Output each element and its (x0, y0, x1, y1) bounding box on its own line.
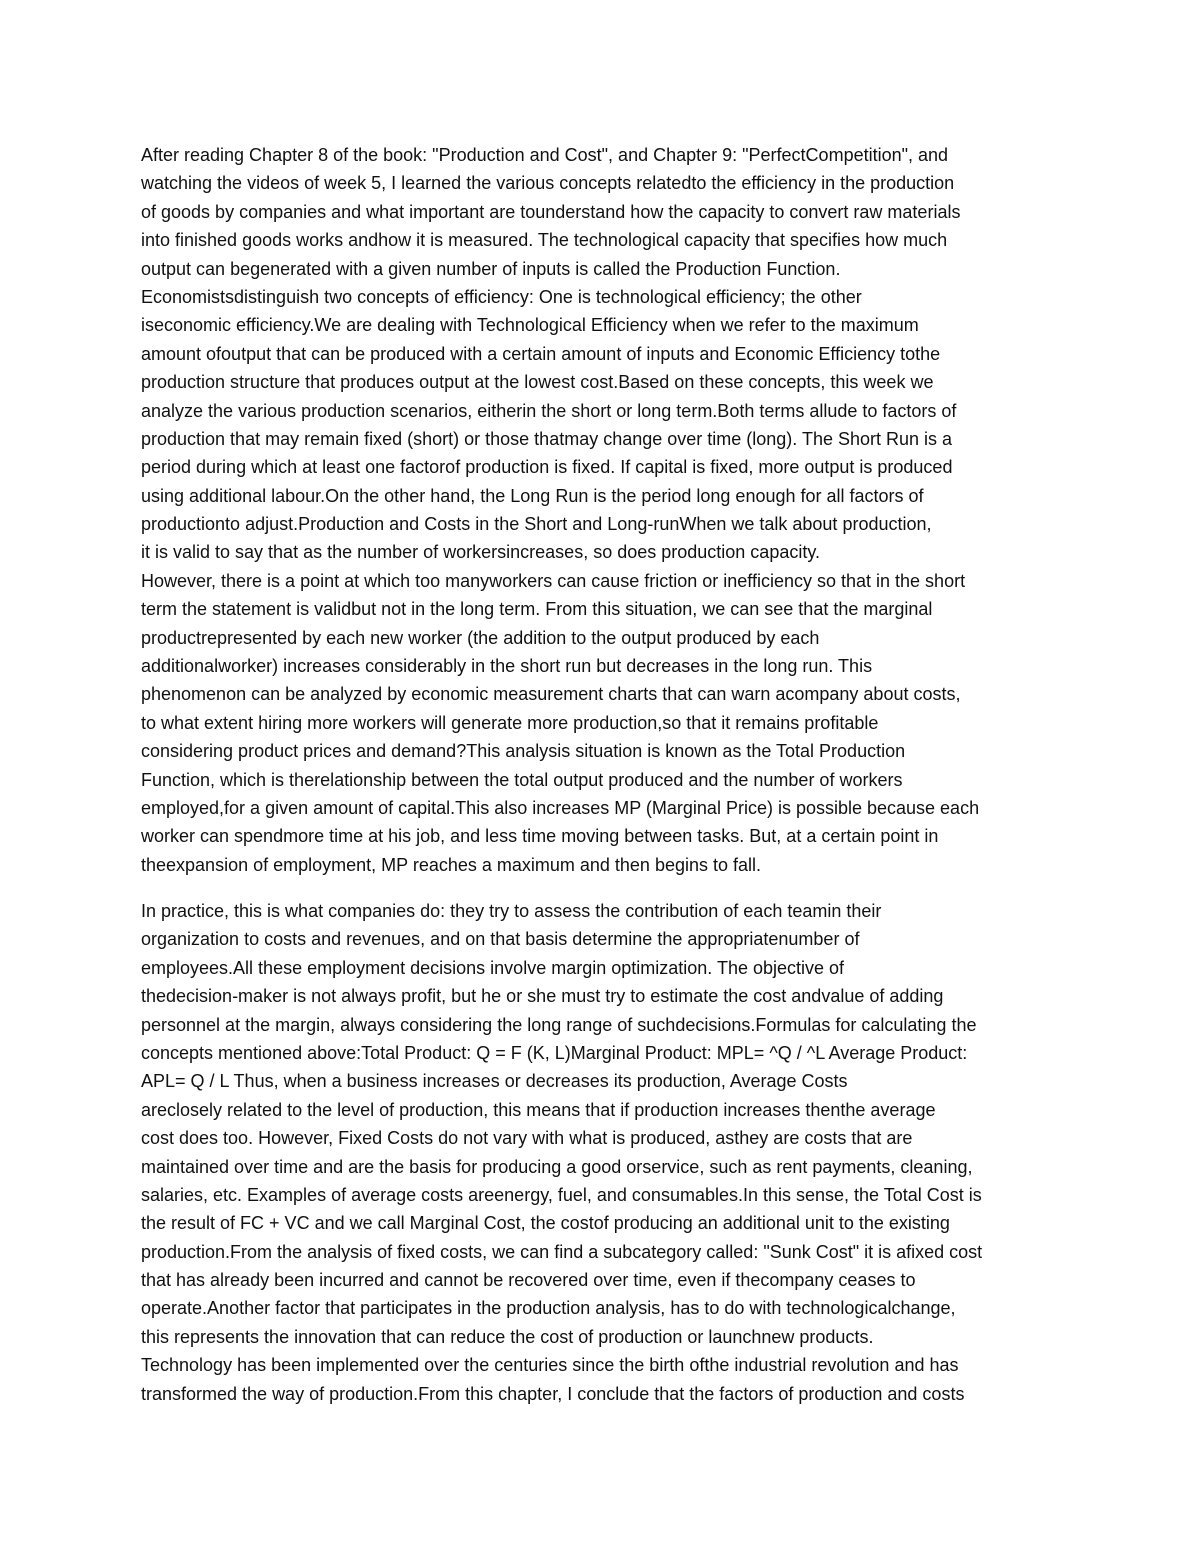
text-line: theexpansion of employment, MP reaches a maximum and then begins to fall. (141, 854, 762, 875)
text-line: of goods by companies and what important are tounderstand how the capacity to convert raw materials (141, 201, 961, 222)
text-line: phenomenon can be analyzed by economic measurement charts that can warn acompany about costs, (141, 684, 961, 705)
text-line: watching the videos of week 5, I learned the various concepts relatedto the efficiency in the production (141, 173, 955, 194)
text-line: Technology has been implemented over the centuries since the birth ofthe industrial revolution and has (141, 1355, 959, 1376)
text-line: term the statement is validbut not in the long term. From this situation, we can see that the marginal (141, 599, 933, 620)
text-line: Economistsdistinguish two concepts of efficiency: One is technological efficiency; the other (141, 286, 862, 307)
text-line: the result of FC + VC and we call Marginal Cost, the costof producing an additional unit to the existing (141, 1213, 950, 1234)
text-line: productrepresented by each new worker (the addition to the output produced by each (141, 627, 820, 648)
text-line: salaries, etc. Examples of average costs areenergy, fuel, and consumables.In this sense, the Total Cost is (141, 1184, 982, 1205)
text-line: worker can spendmore time at his job, and less time moving between tasks. But, at a certain point in (141, 826, 939, 847)
paragraph-1 (141, 141, 1057, 879)
paragraph-2 (141, 897, 1057, 1408)
text-line: personnel at the margin, always considering the long range of suchdecisions.Formulas for calculating the (141, 1014, 977, 1035)
text-line: concepts mentioned above:Total Product: Q = F (K, L)Marginal Product: MPL= ^Q / ^L Average Product: (141, 1042, 968, 1063)
text-line: operate.Another factor that participates in the production analysis, has to do with technologicalchange, (141, 1298, 956, 1319)
text-line: cost does too. However, Fixed Costs do not vary with what is produced, asthey are costs that are (141, 1128, 913, 1149)
text-line: iseconomic efficiency.We are dealing with Technological Efficiency when we refer to the maximum (141, 315, 919, 336)
text-line: Function, which is therelationship between the total output produced and the number of workers (141, 769, 903, 790)
text-line: However, there is a point at which too manyworkers can cause friction or inefficiency so that in the short (141, 570, 966, 591)
text-line: it is valid to say that as the number of workersincreases, so does production capacity. (141, 542, 820, 563)
text-line: areclosely related to the level of production, this means that if production increases thenthe average (141, 1099, 936, 1120)
text-line: productionto adjust.Production and Costs in the Short and Long-runWhen we talk about production, (141, 514, 932, 535)
text-line: amount ofoutput that can be produced with a certain amount of inputs and Economic Efficiency tothe (141, 343, 941, 364)
text-line: thedecision-maker is not always profit, but he or she must try to estimate the cost andvalue of adding (141, 986, 944, 1007)
text-line: transformed the way of production.From this chapter, I conclude that the factors of production and costs (141, 1383, 965, 1404)
text-line: that has already been incurred and cannot be recovered over time, even if thecompany ceases to (141, 1270, 916, 1291)
text-line: maintained over time and are the basis for producing a good orservice, such as rent payments, cleaning, (141, 1156, 973, 1177)
text-line: After reading Chapter 8 of the book: "Production and Cost", and Chapter 9: "PerfectCompetition", and (141, 145, 949, 165)
text-line: APL= Q / L Thus, when a business increases or decreases its production, Average Costs (141, 1071, 848, 1092)
text-line: into finished goods works andhow it is measured. The technological capacity that specifies how much (141, 230, 948, 251)
text-line: period during which at least one factorof production is fixed. If capital is fixed, more output is produced (141, 457, 953, 478)
text-line: production.From the analysis of fixed costs, we can find a subcategory called: "Sunk Cost" it is afixed cost (141, 1241, 983, 1262)
text-line: considering product prices and demand?This analysis situation is known as the Total Production (141, 741, 906, 762)
text-line: employed,for a given amount of capital.This also increases MP (Marginal Price) is possible because each (141, 797, 980, 818)
text-line: analyze the various production scenarios, eitherin the short or long term.Both terms allude to factors of (141, 400, 957, 421)
text-line: output can begenerated with a given number of inputs is called the Production Function. (141, 258, 841, 279)
text-line: additionalworker) increases considerably in the short run but decreases in the long run. This (141, 656, 873, 677)
text-line: employees.All these employment decisions involve margin optimization. The objective of (141, 957, 845, 978)
text-line: this represents the innovation that can reduce the cost of production or launchnew products. (141, 1326, 874, 1347)
text-line: using additional labour.On the other hand, the Long Run is the period long enough for all factors of (141, 485, 924, 506)
text-line: production structure that produces output at the lowest cost.Based on these concepts, this week we (141, 372, 934, 393)
text-line: to what extent hiring more workers will generate more production,so that it remains profitable (141, 712, 879, 733)
text-line: In practice, this is what companies do: they try to assess the contribution of each teamin their (141, 901, 882, 921)
text-line: organization to costs and revenues, and on that basis determine the appropriatenumber of (141, 929, 860, 950)
text-line: production that may remain fixed (short) or those thatmay change over time (long). The Short Run is a (141, 428, 953, 449)
